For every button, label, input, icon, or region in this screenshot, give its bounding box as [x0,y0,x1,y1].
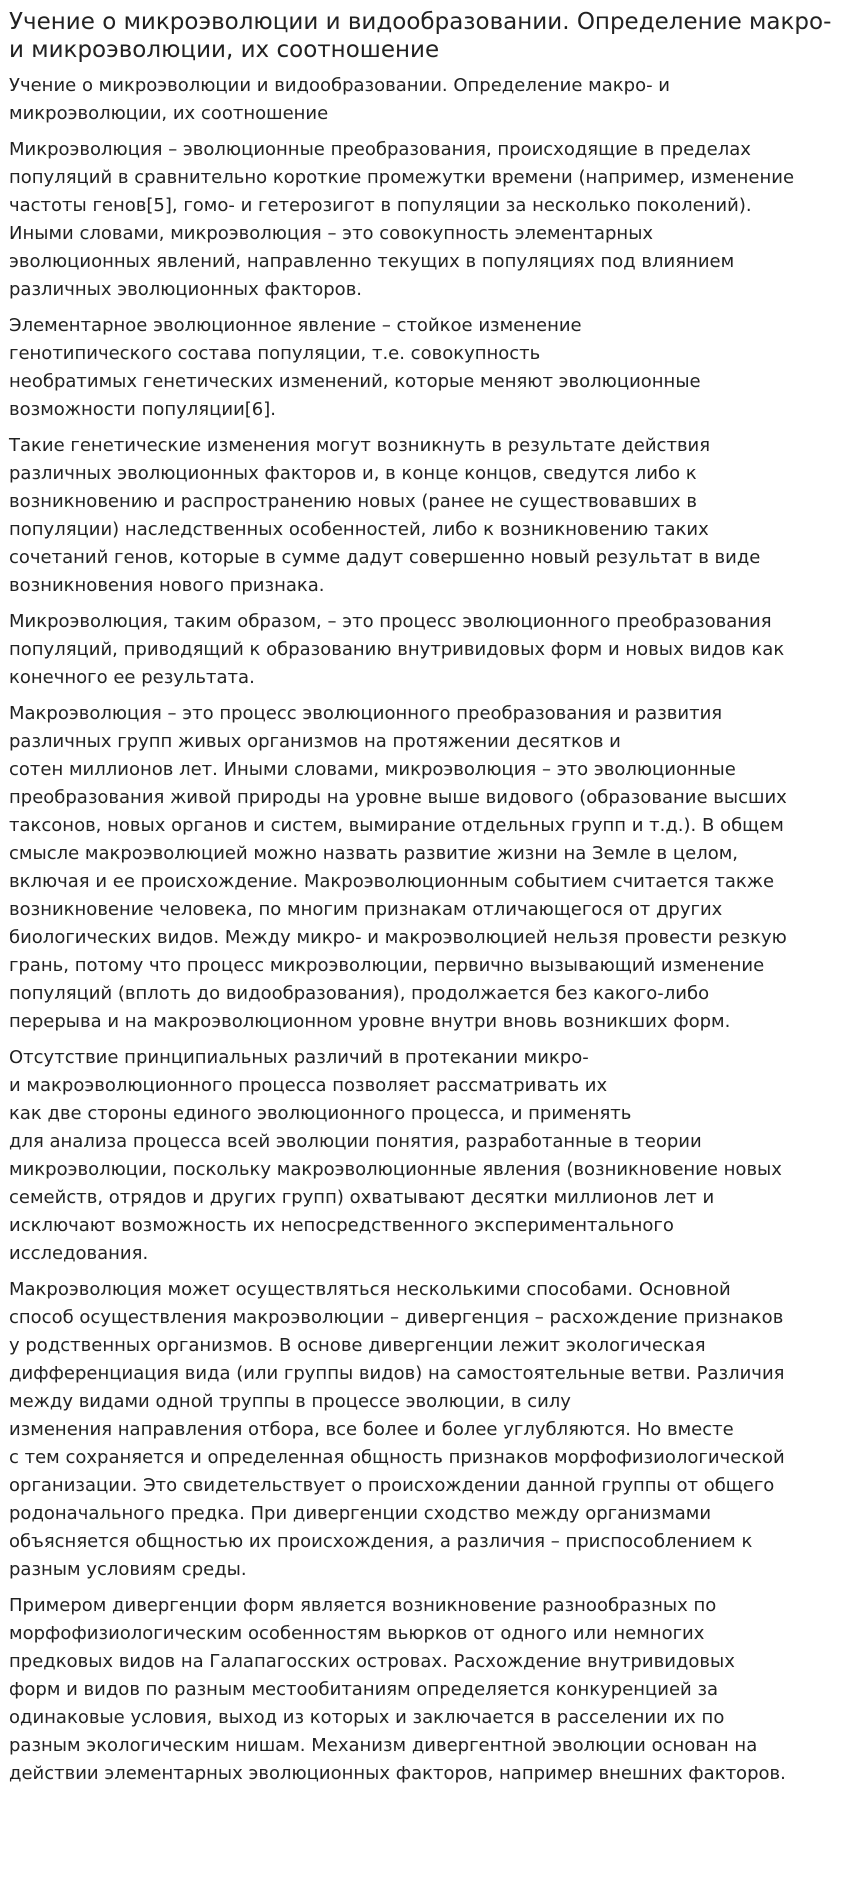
paragraph-divergence-example: Примером дивергенции форм является возникновение разнообразных по морфофизиологическим особенностям вьюрков от одного или немногих предковых видов на Галапагосских островах. Расхождение внутривидовых форм и видов по разным местообитаниям определяется конкуренцией за одинаковые условия, выход из которых и заключается в расселении их по разным экологическим нишам. Механизм дивергентной эволюции основан на действии элементарных эволюционных факторов, например внешних факторов. [9,1595,786,1784]
paragraph-macroevolution-definition: Макроэволюция – это процесс эволюционного преобразования и развития различных групп живых организмов на протяжении десятков и сотен миллионов лет. Иными словами, микроэволюция – это эволюционные преобразования живой природы на уровне выше видового (образование высших таксонов, новых органов и систем, вымирание отдельных групп и т.д.). В общем смысле макроэволюцией можно назвать развитие жизни на Земле в целом, включая и ее происхождение. Макроэволюционным событием считается также возникновение человека, по многим признакам отличающегося от других биологических видов. Между микро- и макроэволюцией нельзя провести резкую грань, потому что процесс микроэволюции, первично вызывающий изменение популяций (вплоть до видообразования), продолжается без какого-либо перерыва и на макроэволюционном уровне внутри вновь возникших форм. [9,703,787,1032]
paragraph-micro-macro-relation: Отсутствие принципиальных различий в протекании микро- и макроэволюционного процесса позволяет рассматривать их как две стороны единого эволюционного процесса, и применять для анализа процесса всей эволюции понятия, разработанные в теории микроэволюции, поскольку макроэволюционные явления (возникновение новых семейств, отрядов и других групп) охватывают десятки миллионов лет и исключают возможность их непосредственного экспериментального исследования. [9,1047,782,1264]
paragraph-genetic-changes: Такие генетические изменения могут возникнуть в результате действия различных эволюционных факторов и, в конце концов, сведутся либо к возникновению и распространению новых (ранее не существовавших в популяции) наследственных особенностей, либо к возникновению таких сочетаний генов, которые в сумме дадут совершенно новый результат в виде возникновения нового признака. [9,435,761,596]
paragraph-elementary-phenomenon: Элементарное эволюционное явление – стойкое изменение генотипического состава популяции, т.е. совокупность необратимых генетических изменений, которые меняют эволюционные возможности популяции[6]. [9,315,701,420]
paragraph-repeated-title: Учение о микроэволюции и видообразовании. Определение макро- и микроэволюции, их соотношение [9,75,671,124]
paragraph-divergence: Макроэволюция может осуществляться несколькими способами. Основной способ осуществления макроэволюции – дивергенция – расхождение признаков у родственных организмов. В основе дивергенции лежит экологическая дифференциация вида (или группы видов) на самостоятельные ветви. Различия между видами одной труппы в процессе эволюции, в силу изменения направления отбора, все более и более углубляются. Но вместе с тем сохраняется и определенная общность признаков морфофизиологической организации. Это свидетельствует о происхождении данной группы от общего родоначального предка. При дивергенции сходство между организмами объясняется общностью их происхождения, а различия – приспособлением к разным условиям среды. [9,1279,785,1580]
article-title: Учение о микроэволюции и видообразовании. Определение макро- и микроэволюции, их соотношение [9,9,832,63]
paragraph-microevolution-summary: Микроэволюция, таким образом, – это процесс эволюционного преобразования популяций, приводящий к образованию внутривидовых форм и новых видов как конечного ее результата. [9,611,785,688]
paragraph-microevolution-definition: Микроэволюция – эволюционные преобразования, происходящие в пределах популяций в сравнительно короткие промежутки времени (например, изменение частоты генов[5], гомо- и гетерозигот в популяции за несколько поколений). Иными словами, микроэволюция – это совокупность элементарных эволюционных явлений, направленно текущих в популяциях под влиянием различных эволюционных факторов. [9,139,795,300]
